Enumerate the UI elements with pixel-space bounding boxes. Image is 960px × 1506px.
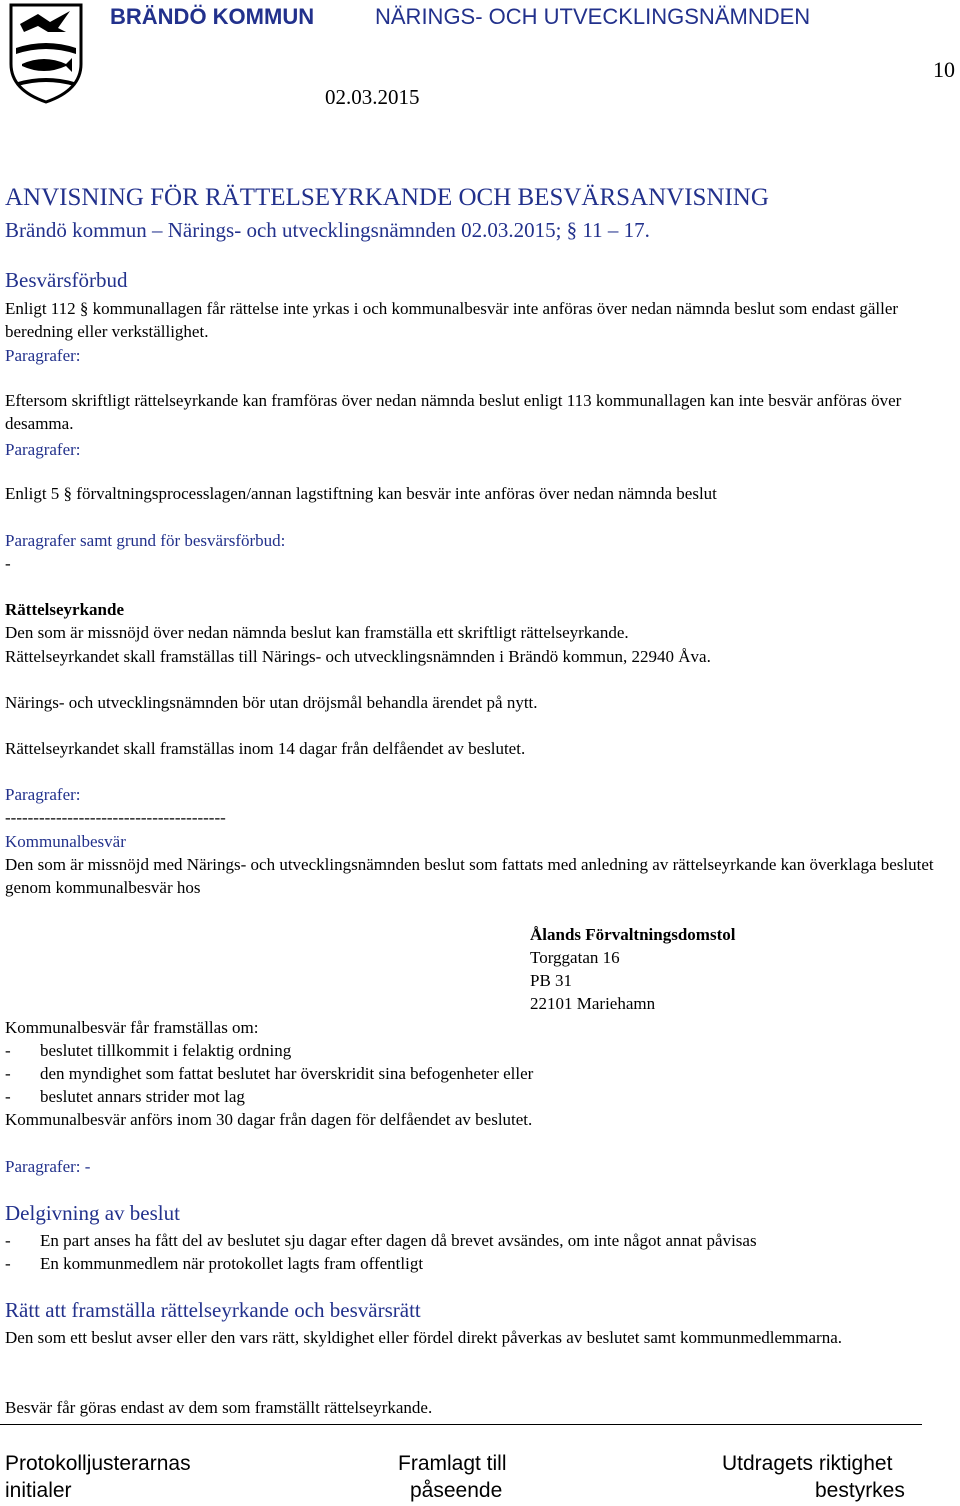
besvarsforbud-text-fpl: Enligt 5 § förvaltningsprocesslagen/annan lagstiftning kan besvär inte anföras över nedan nämnda beslut bbox=[5, 484, 717, 503]
kommunalbesvar-text: Den som är missnöjd med Närings- och utvecklingsnämnden beslut som fattats med anledning av rättelseyrkande kan överklaga beslutet genom kommunalbesvär hos bbox=[5, 855, 934, 897]
page-number: 10 bbox=[933, 57, 955, 82]
deadline-text: Kommunalbesvär anförs inom 30 dagar från dagen för delfåendet av beslutet. bbox=[5, 1110, 533, 1129]
rattelseyrkande-line: Rättelseyrkandet skall framställas till Närings- och utvecklingsnämnden i Brändö kommun, 22940 Åva. bbox=[5, 647, 711, 666]
court-street: Torggatan 16 bbox=[530, 948, 620, 967]
organization-name: BRÄNDÖ KOMMUN bbox=[110, 4, 315, 29]
grounds-intro: Kommunalbesvär får framställas om: bbox=[5, 1018, 259, 1037]
footer-framlagt: Framlagt till påseende bbox=[398, 1452, 507, 1502]
section-heading-rattelseyrkande: Rättelseyrkande bbox=[5, 600, 124, 619]
paragrafer-label: Paragrafer: bbox=[5, 346, 81, 365]
document-title: ANVISNING FÖR RÄTTELSEYRKANDE OCH BESVÄRSANVISNING bbox=[5, 184, 769, 211]
footer-bestyrkes: Utdragets riktighet bestyrkes bbox=[722, 1452, 905, 1502]
section-heading-delgivning: Delgivning av beslut bbox=[5, 1201, 180, 1225]
document-subtitle: Brändö kommun – Närings- och utvecklingsnämnden 02.03.2015; § 11 – 17. bbox=[5, 218, 650, 242]
court-pobox: PB 31 bbox=[530, 971, 573, 990]
court-city: 22101 Mariehamn bbox=[530, 994, 656, 1013]
coat-of-arms-icon bbox=[8, 2, 84, 104]
paragrafer-grund-label: Paragrafer samt grund för besvärsförbud: bbox=[5, 531, 286, 550]
list-item: - den myndighet som fattat beslutet har överskridit sina befogenheter eller bbox=[5, 1064, 534, 1083]
paragrafer-label: Paragrafer: bbox=[5, 785, 81, 804]
rattelseyrkande-line: Rättelseyrkandet skall framställas inom 14 dagar från delfåendet av beslutet. bbox=[5, 739, 526, 758]
paragrafer-label: Paragrafer: bbox=[5, 440, 81, 459]
ratt-text: Den som ett beslut avser eller den vars rätt, skyldighet eller fördel direkt påverkas av beslutet samt kommunmedlemmarna. bbox=[5, 1328, 842, 1347]
list-item: - En kommunmedlem när protokollet lagts fram offentligt bbox=[5, 1254, 424, 1273]
footer-rule bbox=[0, 1424, 922, 1425]
rattelseyrkande-line: Närings- och utvecklingsnämnden bör utan dröjsmål behandla ärendet på nytt. bbox=[5, 693, 538, 712]
list-item: - En part anses ha fått del av beslutet sju dagar efter dagen då brevet avsändes, om inte något annat påvisas bbox=[5, 1231, 757, 1250]
rattelseyrkande-line: Den som är missnöjd över nedan nämnda beslut kan framställa ett skriftligt rättelseyrkande. bbox=[5, 623, 629, 642]
section-heading-kommunalbesvar: Kommunalbesvär bbox=[5, 832, 126, 851]
board-name: NÄRINGS- OCH UTVECKLINGSNÄMNDEN bbox=[375, 4, 811, 29]
footer-initials: Protokolljusterarnas initialer bbox=[5, 1452, 191, 1502]
meeting-date: 02.03.2015 bbox=[325, 85, 420, 109]
list-item: - beslutet annars strider mot lag bbox=[5, 1087, 245, 1106]
dash: - bbox=[5, 554, 11, 573]
besvarsforbud-text-112: Enligt 112 § kommunallagen får rättelse inte yrkas i och kommunalbesvär inte anföras över nedan nämnda beslut som endast gäller beredning eller verkställighet. bbox=[5, 299, 899, 341]
court-name: Ålands Förvaltningsdomstol bbox=[530, 925, 736, 944]
besvarsforbud-text-113: Eftersom skriftligt rättelseyrkande kan framföras över nedan nämnda beslut enligt 113 kommunallagen kan inte besvär anföras över desamma. bbox=[5, 391, 902, 433]
section-heading-besvarsforbud: Besvärsförbud bbox=[5, 268, 128, 292]
list-item: - beslutet tillkommit i felaktig ordning bbox=[5, 1041, 292, 1060]
paragrafer-label: Paragrafer: - bbox=[5, 1157, 91, 1176]
ratt-text-2: Besvär får göras endast av dem som framställt rättelseyrkande. bbox=[5, 1398, 433, 1417]
dashed-line: --------------------------------------- bbox=[5, 808, 226, 827]
section-heading-ratt: Rätt att framställa rättelseyrkande och besvärsrätt bbox=[5, 1298, 421, 1322]
